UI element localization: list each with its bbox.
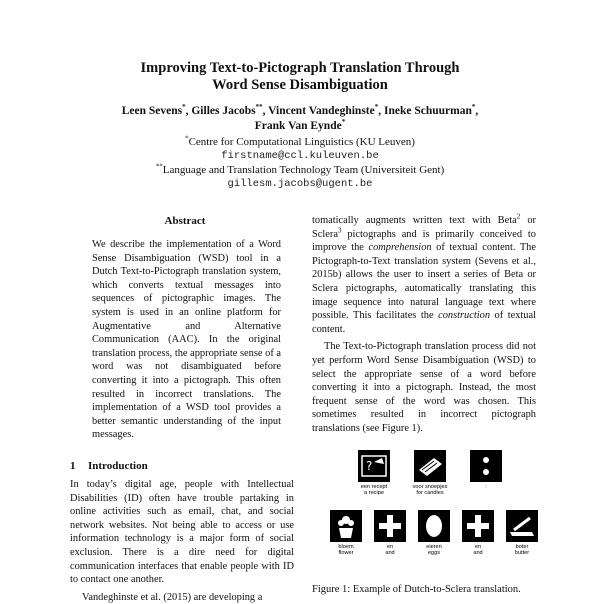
author-5: Frank Van Eynde bbox=[254, 120, 342, 132]
affiliation-2 bbox=[40, 163, 560, 191]
right-paragraph-2: The Text-to-Pictograph translation process did not yet perform Word Sense Disambiguation (WSD) to select the appropriate sense of a word before converting it into a pictograph. Instead, the most frequent sense of the word was chosen. This sometimes resulted in incorrect pictograph translations (see Figure 1). bbox=[312, 341, 536, 434]
figure-1-caption: Figure 1: Example of Dutch-to-Sclera translation. bbox=[312, 584, 521, 595]
egg-icon bbox=[418, 510, 450, 542]
abstract-text: We describe the implementation of a Word Sense Disambiguation (WSD) tool in a Dutch Text-to-Pictograph translation system, which converts textual messages into sequences of pictographic images. The system is used in an online platform for Augmentative and Alternative Communication (AAC). In the original translation process, the appropriate sense of a word was not disambiguated before converting it into a pictograph. This often resulted in incorrect translations. The implementation of a WSD tool provides a better semantic understanding of the input messages. bbox=[92, 239, 281, 441]
author-2: Gilles Jacobs bbox=[191, 105, 256, 117]
section-number: 1 bbox=[70, 460, 76, 472]
paper-title bbox=[40, 60, 560, 94]
pict-label-2: voor snoepjes for candies bbox=[412, 484, 448, 497]
affiliation-1-mark: * bbox=[185, 134, 189, 143]
author-5-mark: * bbox=[341, 118, 346, 127]
pict-label-8: boter butter bbox=[514, 544, 530, 557]
intro-paragraph-2: Vandeghinste et al. (2015) are developing a bbox=[82, 591, 263, 603]
title-line-2: Word Sense Disambiguation bbox=[212, 77, 388, 93]
affiliation-1 bbox=[40, 135, 560, 163]
author-1: Leen Sevens bbox=[121, 105, 183, 117]
affiliation-1-email: firstname@ccl.kuleuven.be bbox=[221, 150, 379, 162]
section-heading-introduction bbox=[70, 460, 148, 472]
author-3: Vincent Vandeghinste bbox=[268, 105, 375, 117]
author-1-mark: * bbox=[182, 103, 186, 112]
footnote-mark-2: 2 bbox=[516, 212, 521, 221]
abstract-heading: Abstract bbox=[164, 215, 206, 227]
butter-icon bbox=[506, 510, 538, 542]
author-2-mark: ** bbox=[255, 103, 263, 112]
emphasis-comprehension: comprehension bbox=[368, 242, 432, 254]
colon-icon bbox=[470, 450, 502, 482]
right-paragraph-1: tomatically augments written text with Beta$^2$ or Sclera$^3$ pictographs and is primarily conceived to improve the comprehension of textual content. The Pictograph-to-Text translation system (Sevens et al., 2015b) allows the user to insert a series of Beta or Sclera pictographs, automatically translating this image sequence into natural language text where possible. This facilitates the construction of textual content. bbox=[312, 212, 536, 335]
emphasis-construction: construction bbox=[438, 310, 491, 322]
plus-icon bbox=[374, 510, 406, 542]
pict-label-7: en and bbox=[473, 544, 483, 557]
author-3-mark: * bbox=[374, 103, 379, 112]
figure-1 bbox=[330, 450, 540, 570]
pict-label-5: en and bbox=[385, 544, 395, 557]
right-column-body bbox=[312, 214, 536, 436]
pict-label-4: bloem flower bbox=[338, 544, 354, 557]
recipe-icon bbox=[358, 450, 390, 482]
flower-pot-icon bbox=[330, 510, 362, 542]
author-list: Leen Sevens*, Gilles Jacobs**, Vincent Vandeghinste*, Ineke Schuurman*, Frank Van Eynde* bbox=[121, 103, 479, 132]
affiliation-2-mark: ** bbox=[155, 162, 163, 171]
author-4: Ineke Schuurman bbox=[384, 105, 472, 117]
title-line-1: Improving Text-to-Pictograph Translation Through bbox=[140, 60, 460, 76]
plus-icon bbox=[462, 510, 494, 542]
footnote-mark-3: 3 bbox=[337, 226, 342, 235]
pict-label-6: eieren eggs bbox=[426, 544, 442, 557]
pict-label-1: een recept a recipe bbox=[360, 484, 388, 497]
introduction-body bbox=[70, 478, 294, 604]
affiliation-2-email: gillesm.jacobs@ugent.be bbox=[227, 178, 373, 190]
candy-bar-icon bbox=[414, 450, 446, 482]
author-4-mark: * bbox=[471, 103, 476, 112]
affiliation-2-name: Language and Translation Technology Team (Universiteit Gent) bbox=[162, 164, 445, 176]
section-title: Introduction bbox=[88, 460, 148, 472]
pict-label-3: : bbox=[485, 484, 487, 490]
intro-paragraph-1: In today’s digital age, people with Intellectual Disabilities (ID) often have trouble partaking in online activities such as email, chat, and social network websites. Not being able to access or use information technology is a major form of social exclusion. There is a dire need for digital communication interfaces that enable people with ID to contact one another. bbox=[70, 479, 294, 586]
affiliation-1-name: Centre for Computational Linguistics (KU Leuven) bbox=[188, 136, 415, 148]
svg-text:?: ? bbox=[366, 459, 373, 473]
